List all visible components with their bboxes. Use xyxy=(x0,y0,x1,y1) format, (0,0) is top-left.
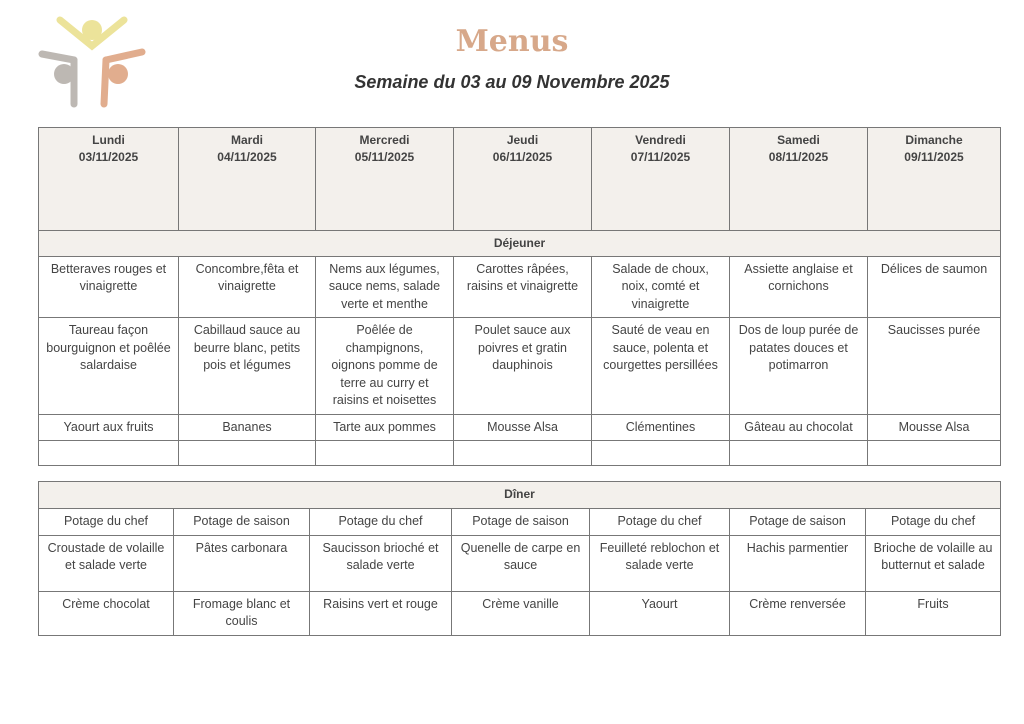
menu-cell: Poêlée de champignons, oignons pomme de terre au curry et raisins et noisettes xyxy=(316,318,454,415)
menu-cell: Feuilleté reblochon et salade verte xyxy=(590,535,730,591)
menu-cell: Tarte aux pommes xyxy=(316,414,454,441)
dinner-section-row xyxy=(39,482,1001,509)
day-header-row xyxy=(39,128,1001,231)
menu-cell: Yaourt aux fruits xyxy=(39,414,179,441)
empty-row xyxy=(39,441,1001,466)
table-row xyxy=(39,535,1001,591)
menu-cell: Fromage blanc et coulis xyxy=(174,591,310,635)
menu-cell: Potage du chef xyxy=(39,509,174,536)
menu-cell: Potage du chef xyxy=(310,509,452,536)
lunch-section-row xyxy=(39,231,1001,257)
menu-cell: Potage de saison xyxy=(452,509,590,536)
menu-cell: Croustade de volaille et salade verte xyxy=(39,535,174,591)
lunch-table xyxy=(38,127,1001,466)
day-header: Mardi 04/11/2025 xyxy=(179,128,316,231)
menu-cell: Potage du chef xyxy=(866,509,1001,536)
day-header: Vendredi 07/11/2025 xyxy=(592,128,730,231)
dinner-section-label: Dîner xyxy=(39,482,1001,509)
menu-cell: Sauté de veau en sauce, polenta et courgettes persillées xyxy=(592,318,730,415)
lunch-section-label: Déjeuner xyxy=(39,231,1001,257)
table-row xyxy=(39,318,1001,415)
menu-cell: Raisins vert et rouge xyxy=(310,591,452,635)
menu-cell: Gâteau au chocolat xyxy=(730,414,868,441)
menu-cell: Potage de saison xyxy=(174,509,310,536)
menu-cell: Potage de saison xyxy=(730,509,866,536)
menu-cell: Clémentines xyxy=(592,414,730,441)
menu-cell: Hachis parmentier xyxy=(730,535,866,591)
menu-cell: Bananes xyxy=(179,414,316,441)
table-row xyxy=(39,509,1001,536)
menu-cell: Cabillaud sauce au beurre blanc, petits pois et légumes xyxy=(179,318,316,415)
menu-cell: Mousse Alsa xyxy=(454,414,592,441)
menu-cell: Brioche de volaille au butternut et salade xyxy=(866,535,1001,591)
day-header: Dimanche 09/11/2025 xyxy=(868,128,1001,231)
day-header: Lundi 03/11/2025 xyxy=(39,128,179,231)
menu-cell: Crème vanille xyxy=(452,591,590,635)
menu-cell: Mousse Alsa xyxy=(868,414,1001,441)
menu-cell: Délices de saumon xyxy=(868,256,1001,318)
menu-cell: Fruits xyxy=(866,591,1001,635)
menu-cell: Betteraves rouges et vinaigrette xyxy=(39,256,179,318)
menu-cell: Salade de choux, noix, comté et vinaigrette xyxy=(592,256,730,318)
week-subtitle: Semaine du 03 au 09 Novembre 2025 xyxy=(354,72,670,92)
menu-cell: Nems aux légumes, sauce nems, salade verte et menthe xyxy=(316,256,454,318)
menu-cell: Dos de loup purée de patates douces et potimarron xyxy=(730,318,868,415)
page-title: Menus xyxy=(455,24,569,59)
menu-cell: Concombre,fêta et vinaigrette xyxy=(179,256,316,318)
day-header: Samedi 08/11/2025 xyxy=(730,128,868,231)
menu-cell: Crème chocolat xyxy=(39,591,174,635)
dinner-table xyxy=(38,481,1001,636)
menu-cell: Potage du chef xyxy=(590,509,730,536)
menu-cell: Assiette anglaise et cornichons xyxy=(730,256,868,318)
menu-cell: Taureau façon bourguignon et poêlée salardaise xyxy=(39,318,179,415)
menu-cell: Carottes râpées, raisins et vinaigrette xyxy=(454,256,592,318)
menu-cell: Saucisson brioché et salade verte xyxy=(310,535,452,591)
menu-cell: Pâtes carbonara xyxy=(174,535,310,591)
menu-cell: Poulet sauce aux poivres et gratin dauphinois xyxy=(454,318,592,415)
menu-cell: Yaourt xyxy=(590,591,730,635)
menu-cell: Quenelle de carpe en sauce xyxy=(452,535,590,591)
day-header: Mercredi 05/11/2025 xyxy=(316,128,454,231)
day-header: Jeudi 06/11/2025 xyxy=(454,128,592,231)
menu-cell: Saucisses purée xyxy=(868,318,1001,415)
table-row xyxy=(39,256,1001,318)
table-row xyxy=(39,414,1001,441)
menu-cell: Crème renversée xyxy=(730,591,866,635)
table-row xyxy=(39,591,1001,635)
